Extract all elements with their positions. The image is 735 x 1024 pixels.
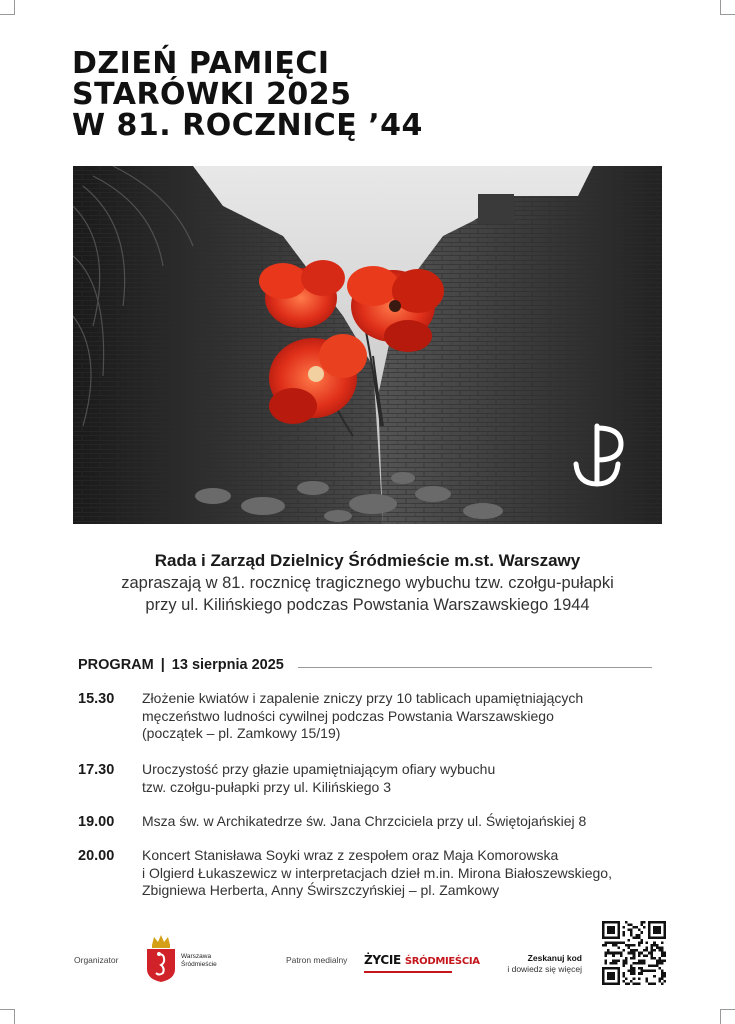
- crop-mark-top-right: [720, 0, 735, 15]
- patron-name-main: ŻYCIE: [364, 953, 401, 967]
- title-line-3: W 81. ROCZNICĘ ’44: [72, 108, 423, 143]
- patron-logo: [364, 953, 480, 967]
- qr-code-icon[interactable]: [602, 921, 666, 985]
- program-item: [78, 813, 678, 831]
- scan-subtitle: i dowiedz się więcej: [507, 964, 582, 974]
- scan-title: Zeskanuj kod: [527, 953, 582, 963]
- patron-logo-underline: [364, 971, 452, 973]
- intro-line-2: przy ul. Kilińskiego podczas Powstania Warszawskiego 1944: [145, 596, 590, 614]
- program-line: Uroczystość przy głazie upamiętniającym ofiary wybuchu: [142, 761, 496, 777]
- program-item: [78, 761, 678, 796]
- organizer-name: [181, 953, 217, 969]
- patron-name-accent: ŚRÓDMIEŚCIA: [404, 956, 480, 967]
- hero-photo: [73, 166, 662, 524]
- program-line: (początek – pl. Zamkowy 15/19): [142, 725, 341, 741]
- program-line: Zbigniewa Herberta, Anny Świrszczyńskiej – pl. Zamkowy: [142, 882, 500, 898]
- crop-mark-bottom-left: [0, 1009, 15, 1024]
- program-line: i Olgierd Łukaszewicz w interpretacjach dzieł m.in. Mirona Białoszewskiego,: [142, 864, 612, 881]
- intro-line-1: zapraszają w 81. rocznicę tragicznego wybuchu tzw. czołgu-pułapki: [121, 574, 614, 592]
- program-description: [142, 847, 672, 900]
- poster-title: [72, 48, 423, 141]
- program-date: 13 sierpnia 2025: [171, 657, 284, 673]
- organizer-name-line-1: Warszawa: [181, 953, 212, 960]
- title-line-1: DZIEŃ PAMIĘCI: [72, 46, 330, 81]
- program-divider: [298, 667, 652, 668]
- crop-mark-bottom-right: [720, 1009, 735, 1024]
- program-line: tzw. czołgu-pułapki przy ul. Kilińskiego 3: [142, 778, 392, 795]
- organizer-heading: Rada i Zarząd Dzielnicy Śródmieście m.st. Warszawy: [154, 551, 581, 570]
- intro-section: [40, 550, 695, 616]
- program-time: 15.30: [78, 691, 115, 707]
- crop-mark-top-left: [0, 0, 15, 15]
- program-description: [142, 761, 672, 796]
- scan-prompt: [496, 953, 582, 975]
- organizer-label: Organizator: [74, 955, 119, 965]
- program-description: [142, 813, 672, 831]
- program-description: [142, 690, 672, 743]
- program-line: Złożenie kwiatów i zapalenie zniczy przy 10 tablicach upamiętniających: [142, 690, 584, 706]
- title-line-2: STARÓWKI 2025: [72, 77, 352, 112]
- program-separator: |: [160, 657, 165, 673]
- patron-label: Patron medialny: [286, 955, 348, 965]
- program-item: [78, 690, 678, 743]
- program-time: 20.00: [78, 848, 115, 864]
- program-line: męczeństwo ludności cywilnej podczas Powstania Warszawskiego: [142, 707, 554, 724]
- program-item: [78, 847, 678, 900]
- program-time: 19.00: [78, 814, 115, 830]
- program-line: Koncert Stanisława Soyki wraz z zespołem oraz Maja Komorowska: [142, 847, 559, 863]
- program-time: 17.30: [78, 762, 115, 778]
- warsaw-coat-of-arms-icon: [144, 933, 178, 983]
- organizer-name-line-2: Śródmieście: [181, 961, 217, 968]
- program-line: Msza św. w Archikatedrze św. Jana Chrzciciela przy ul. Świętojańskiej 8: [142, 813, 587, 829]
- poppies-illustration: [73, 166, 662, 524]
- program-label: PROGRAM: [78, 657, 154, 673]
- program-header: [78, 657, 652, 673]
